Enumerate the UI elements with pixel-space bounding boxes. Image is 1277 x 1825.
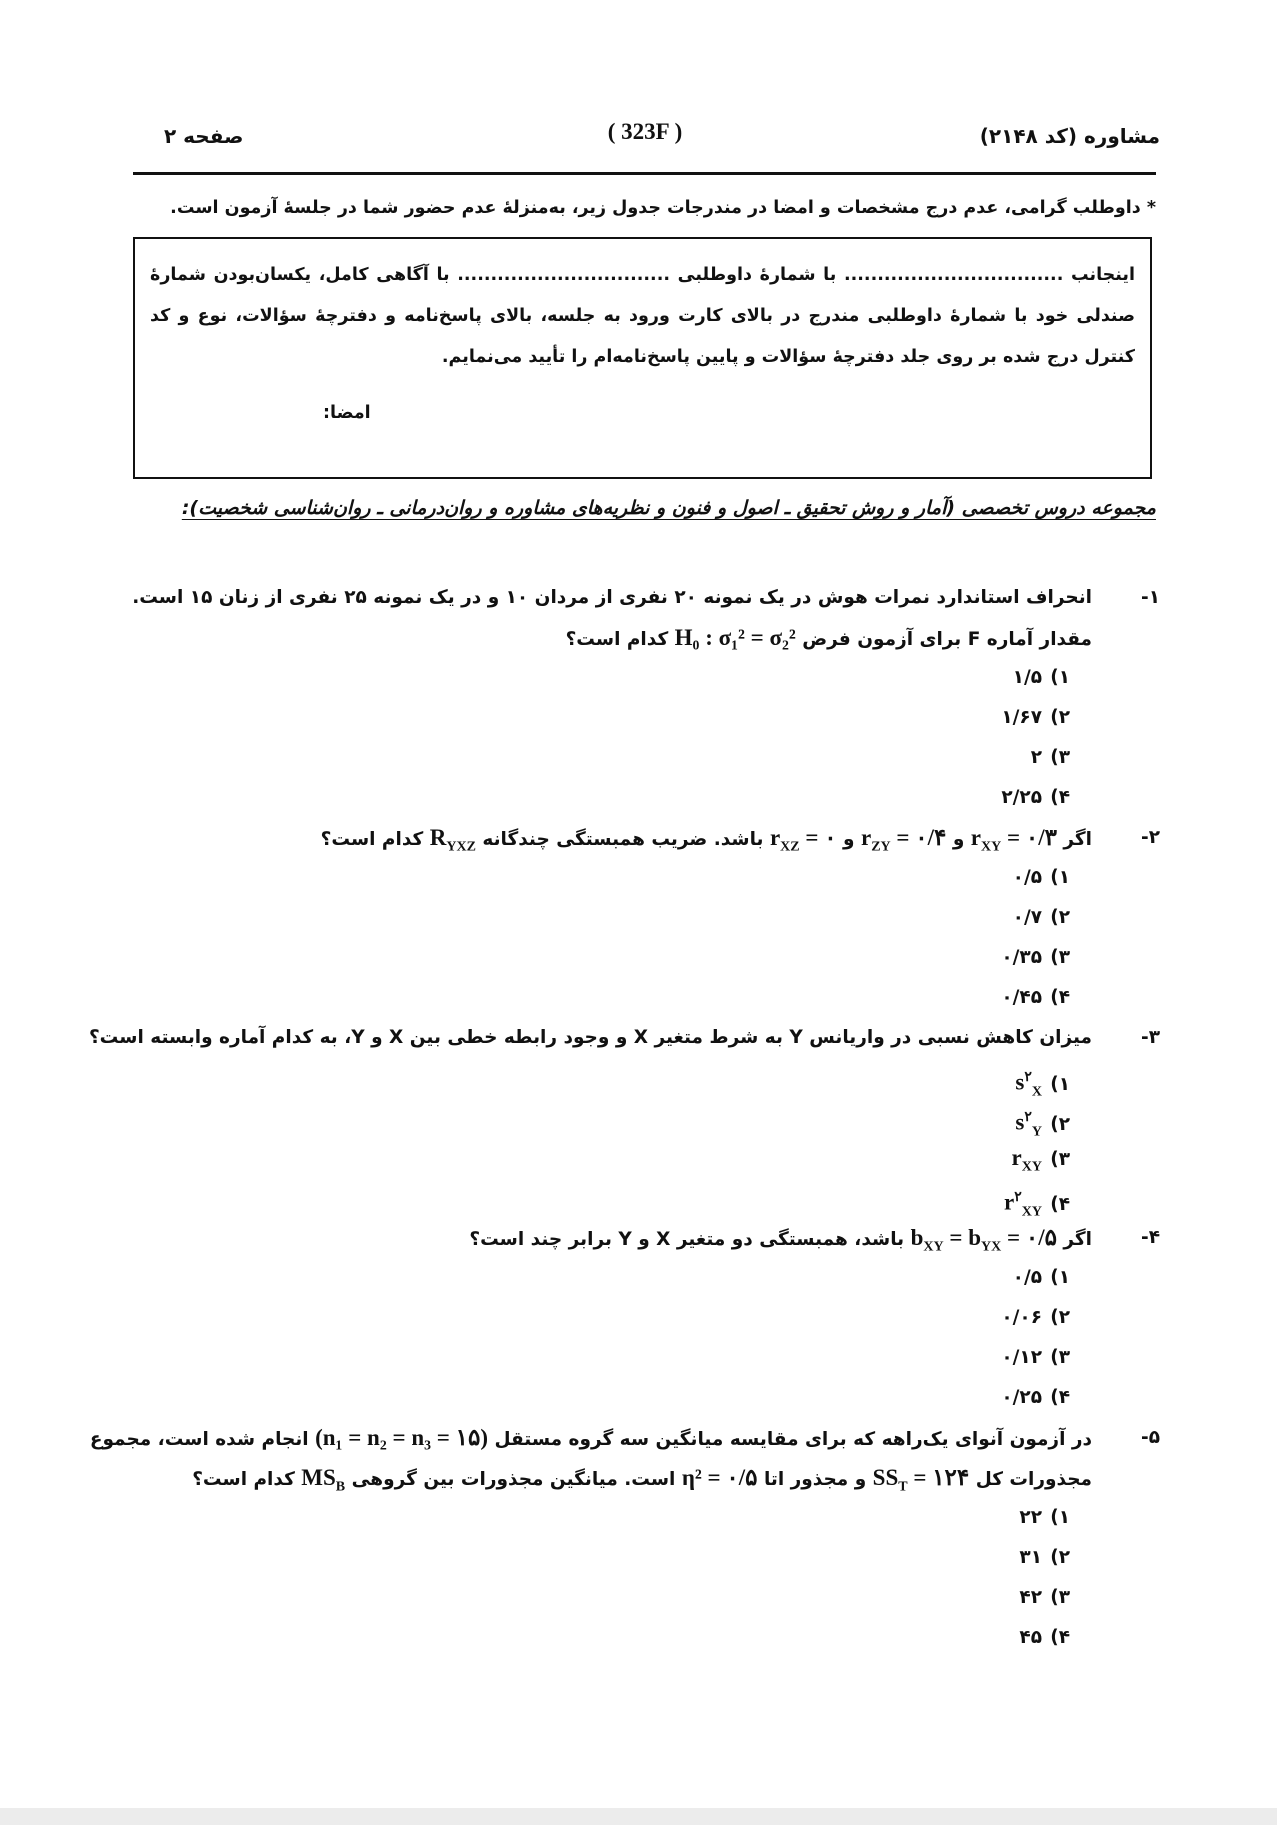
question-1 xyxy=(120,578,1160,818)
question-text: اگر $r_{XY}$ = ۰/۳ و $r_{ZY}$ = ۰/۴ و $r_{XZ}$ = ۰ باشد. ضریب همبستگی چندگانه $R_{YXZ}$ کدام است؟ xyxy=(320,825,1092,855)
course-title: مشاوره (کد ۲۱۴۸) xyxy=(979,124,1160,148)
declaration-box xyxy=(133,237,1152,479)
answer-option[interactable]: $۳)r_{XY}$ xyxy=(1011,1145,1070,1175)
question-number: ۲- xyxy=(1141,827,1160,848)
question-text: انحراف استاندارد نمرات هوش در یک نمونه ۲۰ نفری از مردان ۱۰ و در یک نمونه ۲۵ نفری از زنان ۱۵ است. xyxy=(132,587,1092,608)
page-number: صفحه ۲ xyxy=(164,124,244,148)
answer-option[interactable]: ۲)۰/۷ xyxy=(1012,907,1070,928)
page-header xyxy=(130,116,1160,156)
candidate-notice: * داوطلب گرامی، عدم درج مشخصات و امضا در مندرجات جدول زیر، به‌منزلهٔ عدم حضور شما در جلسهٔ آزمون است. xyxy=(170,198,1156,218)
math-expression: $r_{ZY}$ = ۰/۴ xyxy=(861,825,947,855)
question-3 xyxy=(88,1018,1160,1220)
header-divider xyxy=(133,172,1156,175)
subject-title: مجموعه دروس تخصصی (آمار و روش تحقیق ـ اصول و فنون و نظریه‌های مشاوره و روان‌درمانی ـ روان‌شناسی شخصیت): xyxy=(181,497,1156,519)
math-expression: $b_{XY} = b_{YX}$ = ۰/۵ xyxy=(910,1225,1057,1255)
answer-option[interactable]: ۴)۴۵ xyxy=(1019,1627,1070,1648)
signature-label: امضا: xyxy=(323,403,371,423)
math-expression: $SS_T$ = ۱۲۴ xyxy=(872,1465,970,1495)
answer-option[interactable]: ۴)۲/۲۵ xyxy=(1001,787,1070,808)
answer-option[interactable]: $۱)s^۲_X$ xyxy=(1015,1069,1070,1100)
answer-option[interactable]: $۲)s^۲_Y$ xyxy=(1015,1109,1070,1140)
math-expression: H₀ : σ₁² = σ₂² xyxy=(674,625,796,650)
answer-option[interactable]: ۳)۰/۳۵ xyxy=(1001,947,1070,968)
answer-option[interactable]: ۳)۲ xyxy=(1030,747,1070,768)
question-number: ۵- xyxy=(1141,1427,1160,1448)
answer-option[interactable]: ۳)۴۲ xyxy=(1019,1587,1070,1608)
question-text: مقدار آماره F برای آزمون فرض H₀ : σ₁² = σ₂² کدام است؟ xyxy=(565,625,1092,650)
question-number: ۱- xyxy=(1141,587,1160,608)
answer-option[interactable]: ۲)۱/۶۷ xyxy=(1001,707,1070,728)
booklet-code: ( 323F ) xyxy=(607,119,683,144)
answer-option[interactable]: ۴)۰/۲۵ xyxy=(1001,1387,1070,1408)
answer-option[interactable]: ۴)۰/۴۵ xyxy=(1001,987,1070,1008)
math-expression: $r_{XY}$ = ۰/۳ xyxy=(970,825,1057,855)
questions-list xyxy=(88,578,1160,1658)
question-4 xyxy=(120,1218,1160,1418)
math-expression: (n₁ = n₂ = n₃ = ۱۵) xyxy=(315,1425,488,1450)
page-bottom-strip xyxy=(0,1808,1277,1825)
question-text: میزان کاهش نسبی در واریانس Y به شرط متغیر X و وجود رابطه خطی بین X و Y، به کدام آماره وابسته است؟ xyxy=(88,1027,1092,1048)
math-expression: $r_{XZ}$ = ۰ xyxy=(769,825,837,855)
answer-option[interactable]: ۲)۳۱ xyxy=(1019,1547,1070,1568)
answer-option[interactable]: ۳)۰/۱۲ xyxy=(1001,1347,1070,1368)
answer-option[interactable]: ۱)۰/۵ xyxy=(1012,867,1070,888)
question-text: اگر $b_{XY} = b_{YX}$ = ۰/۵ باشد، همبستگی دو متغیر X و Y برابر چند است؟ xyxy=(469,1225,1092,1255)
question-text: در آزمون آنوای یک‌راهه که برای مقایسه میانگین سه گروه مستقل (n₁ = n₂ = n₃ = ۱۵) انجام شده است، مجموع xyxy=(89,1425,1092,1450)
math-expression: $R_{YXZ}$ xyxy=(429,825,476,855)
answer-option[interactable]: ۱)۰/۵ xyxy=(1012,1267,1070,1288)
declaration-text: اینجانب ................................. با شمارهٔ داوطلبی ................................ با آگاهی کامل، یکسان‌بودن شمارهٔ صندلی خود با شمارهٔ داوطلبی مندرج در بالای کارت ورود به جلسه، بالای پاسخ‌نامه و دفترچهٔ سؤالات، نوع و کد کنترل درج شده بر روی جلد دفترچهٔ سؤالات و پایین پاسخ‌نامه‌ام را تأیید می‌نمایم. xyxy=(150,265,1135,367)
question-text: مجذورات کل $SS_T$ = ۱۲۴ و مجذور اتا η² = ۰/۵ است. میانگین مجذورات بین گروهی $MS_B$ کدام است؟ xyxy=(192,1465,1092,1495)
question-number: ۳- xyxy=(1141,1027,1160,1048)
answer-option[interactable]: ۱)۱/۵ xyxy=(1012,667,1070,688)
question-2 xyxy=(120,818,1160,1018)
math-expression: $MS_B$ xyxy=(301,1465,346,1495)
answer-option[interactable]: $۴)r^۲_{XY}$ xyxy=(1004,1189,1070,1220)
answer-option[interactable]: ۲)۰/۰۶ xyxy=(1001,1307,1070,1328)
math-expression: η² = ۰/۵ xyxy=(681,1465,758,1490)
answer-option[interactable]: ۱)۲۲ xyxy=(1019,1507,1070,1528)
question-number: ۴- xyxy=(1141,1227,1160,1248)
question-5 xyxy=(89,1418,1160,1658)
